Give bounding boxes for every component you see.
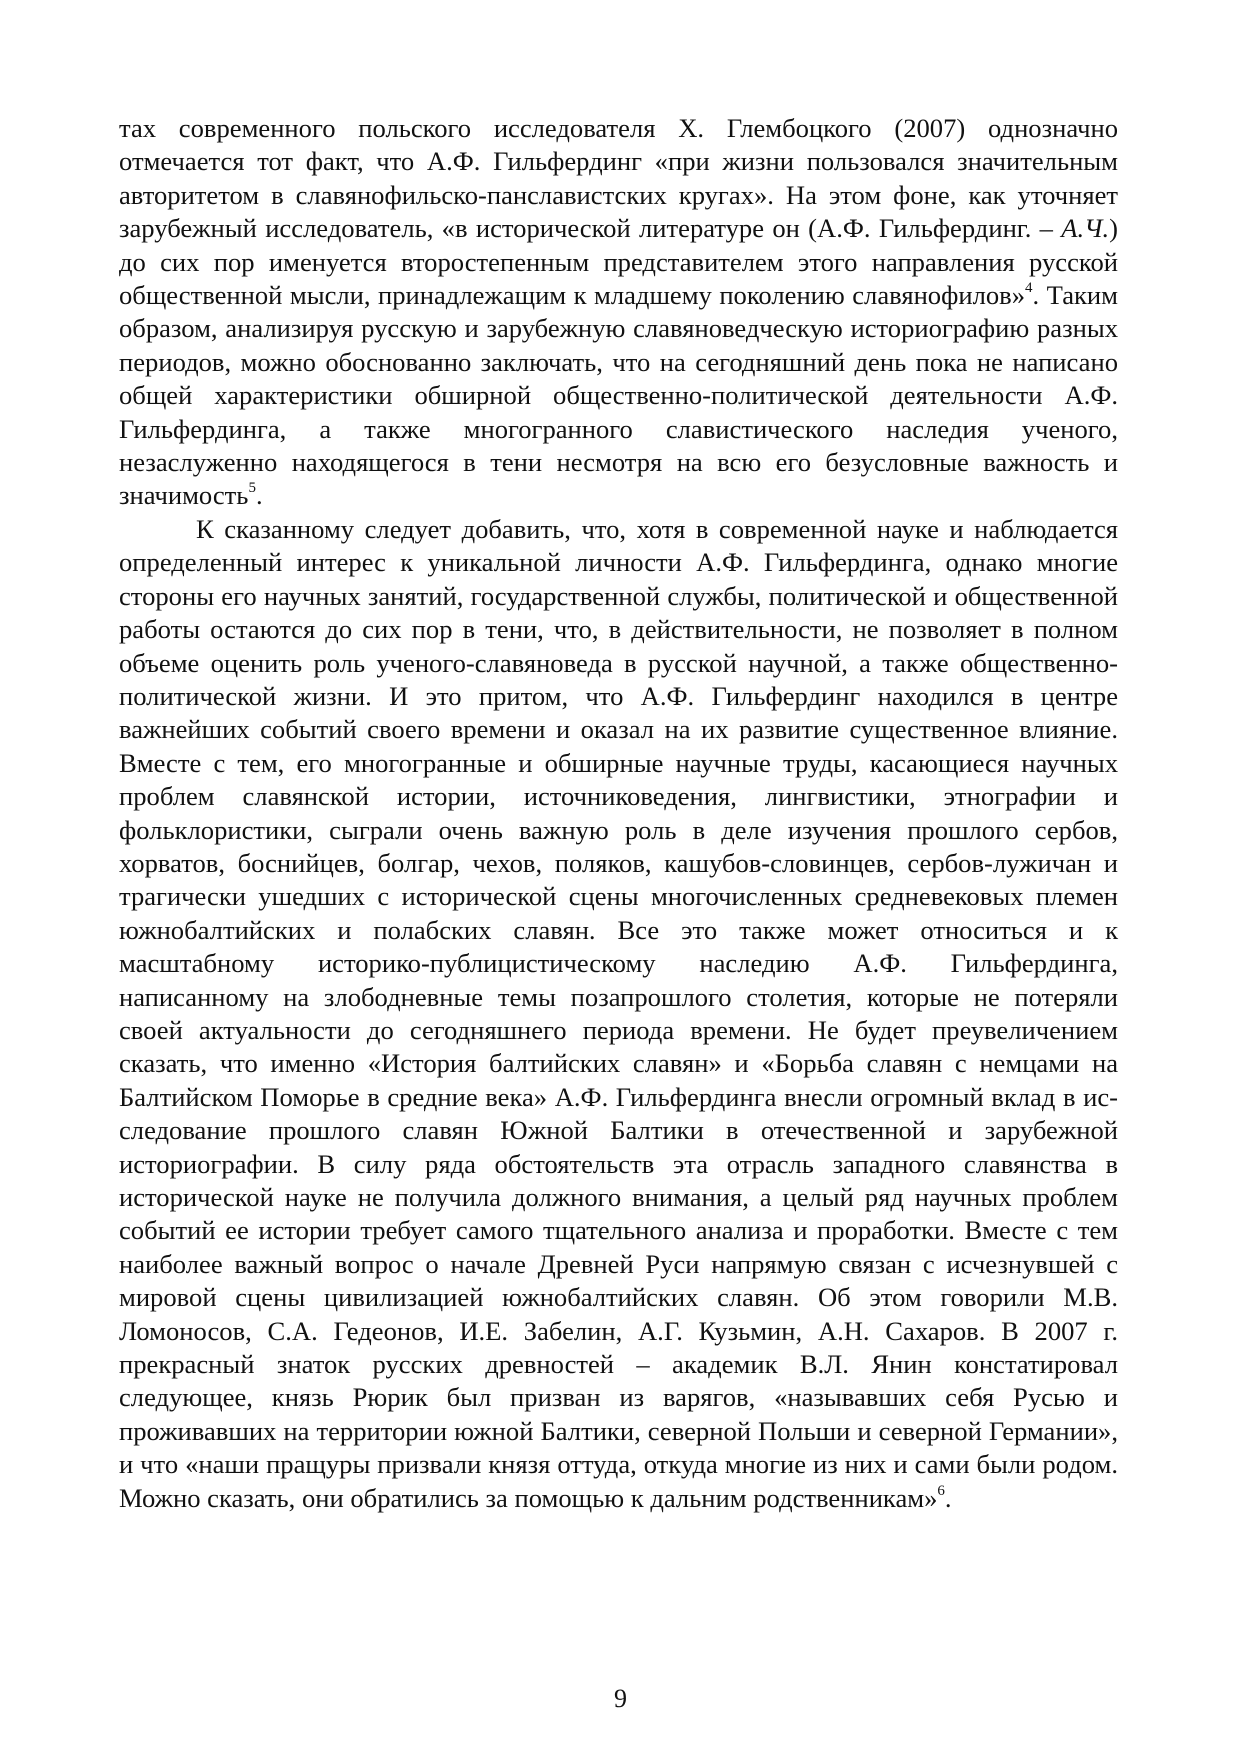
footnote-ref: 4 — [1025, 280, 1033, 297]
text-run: . — [255, 480, 263, 511]
text-run: . — [944, 1482, 952, 1513]
paragraph — [119, 513, 1118, 1515]
text-run: К сказанному следует добавить, что, хотя в современной науке и наблюдается определенный интерес к уникальной личности А.Ф. Гильфердинга, однако многие стороны его научных занятий, государственной службы, политической и общественной работы остаются до сих пор в тени, что, в действительности, не позволяет в полном объеме оценить роль ученого-славяноведа в русской научной, а также общественно-политической жизни. И это притом, что А.Ф. Гильфердинг находился в центре важнейших событий своего времени и оказал на их развитие существенное влияние. Вместе с тем, его многогранные и обширные научные труды, касающиеся научных проблем славянской истории, источниковедения, лингвистики, этнографии и фольклористики, сыграли очень важную роль в деле изучения прошлого сербов, хорватов, боснийцев, болгар, чехов, поляков, кашубов-словинцев, сербов-лужичан и трагически ушедших с исторической сцены многочисленных средневековых племен южнобалтийских и полабских славян. Все это также может относиться и к масштабному историко-публицистическому наследию А.Ф. Гильфердинга, написанному на злободневные темы позапрошлого столетия, которые не потеряли своей актуальности до сегодняшнего периода времени. Не будет преувеличением сказать, что именно «История балтийских славян» и «Борьба славян с немцами на Балтийском Поморье в средние века» А.Ф. Гильфердинга внесли огромный вклад в исследование прошлого славян Южной Балтики в отечественной и зарубежной историографии. В силу ряда обстоятельств эта отрасль западного славянства в исторической науке не получила должного внимания, а целый ряд научных проблем событий ее истории требует самого тщательного анализа и проработки. Вместе с тем наиболее важный вопрос о начале Древней Руси напрямую связан с исчезнувшей с мировой сцены цивилизацией южнобалтийских славян. Об этом говорили М.В. Ломоносов, С.А. Гедеонов, И.Е. Забелин, А.Г. Кузьмин, А.Н. Сахаров. В 2007 г. прекрасный знаток русских древностей – академик В.Л. Янин констатировал следующее, князь Рюрик был призван из варягов, «называвших себя Русью и проживавших на территории южной Балтики, северной Польши и северной Германии», и что «наши пращуры призвали князя оттуда, откуда многие из них и сами были родом. Можно сказать, они обратились за помощью к дальним родственникам» — [119, 513, 1118, 1513]
text-run: тах современного польского исследователя Х. Глембоцкого (2007) однозначно отмечается тот факт, что А.Ф. Гильфердинг «при жизни пользовался значительным авторитетом в славянофильско-панславистских кругах». На этом фоне, как уточняет зарубежный исследователь, «в исторической литературе он (А.Ф. Гильфердинг. – — [119, 113, 1118, 244]
text-italic: А.Ч. — [1061, 213, 1110, 244]
footnote-ref: 5 — [248, 480, 256, 497]
text-run: . Таким образом, анализируя русскую и зарубежную славяноведческую историографию разных периодов, можно обоснованно заключать, что на сегодняшний день пока не написано общей характеристики обширной общественно-политической деятельности А.Ф. Гильфердинга, а также многогранного славистического наследия ученого, незаслуженно находящегося в тени несмотря на всю его безусловные важность и значимость — [119, 280, 1118, 511]
footnote-ref: 6 — [937, 1482, 945, 1499]
body-text — [119, 112, 1118, 1515]
text-run: ) до сих пор именуется второстепенным представителем этого направления русской общественной мысли, принадлежащим к младшему поколению славянофилов» — [119, 213, 1118, 311]
page-number: 9 — [614, 1684, 627, 1713]
paragraph — [119, 112, 1118, 513]
